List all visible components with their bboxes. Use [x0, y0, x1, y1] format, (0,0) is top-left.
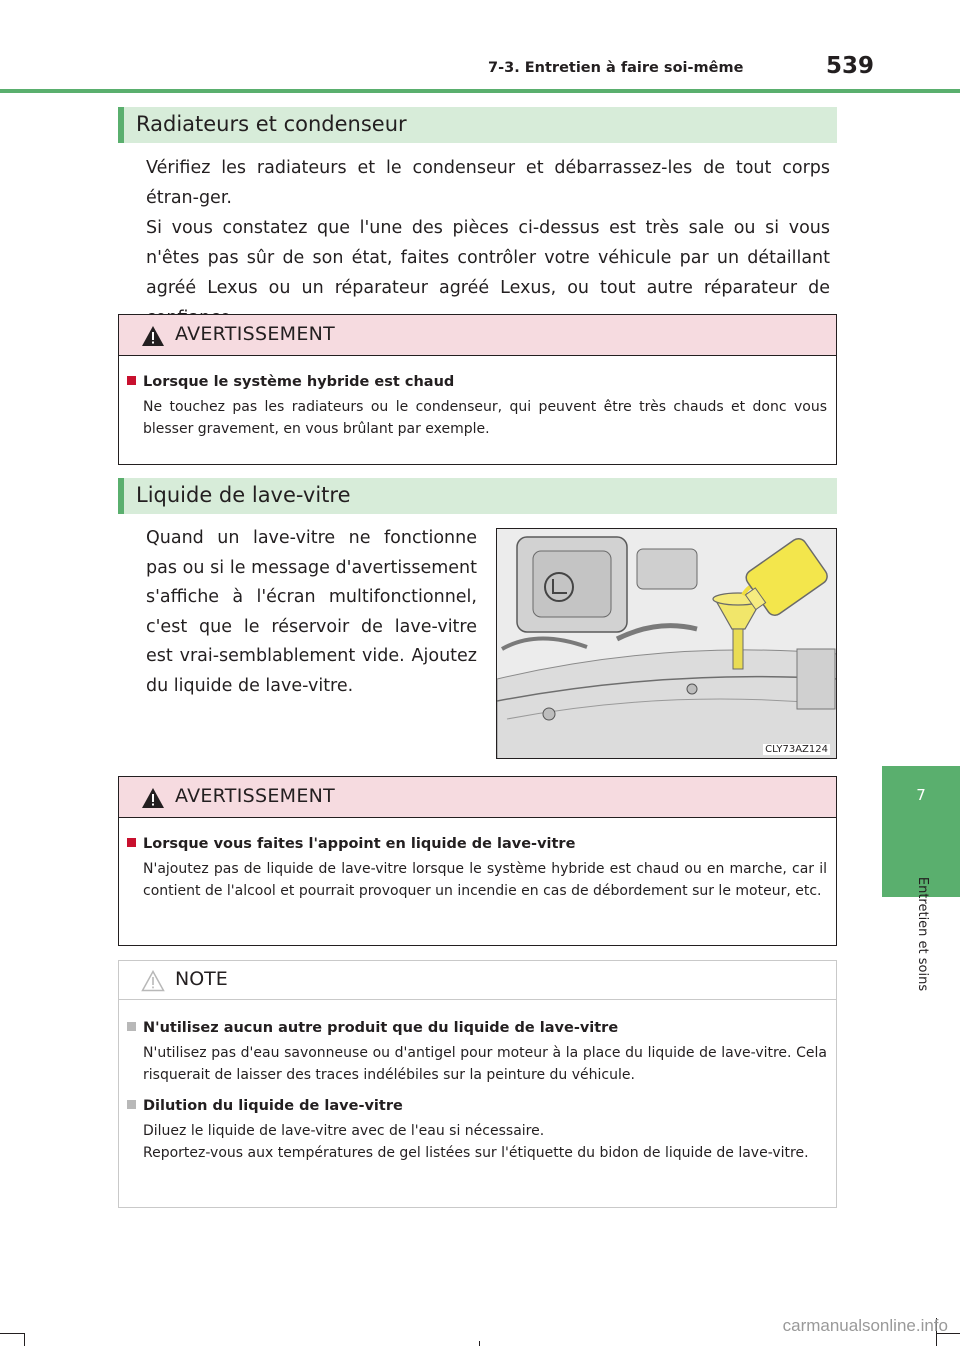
caution-outline-triangle-icon — [141, 970, 165, 992]
gray-square-bullet-icon — [127, 1100, 136, 1109]
warning-item-title-text: Lorsque vous faites l'appoint en liquide de lave-vitre — [143, 836, 576, 852]
engine-bay-illustration — [496, 528, 837, 759]
gray-square-bullet-icon — [127, 1022, 136, 1031]
radiators-paragraph — [146, 153, 830, 333]
warning-triangle-icon — [141, 325, 165, 347]
note-item-title — [127, 1098, 827, 1114]
warning-item-title-text: Lorsque le système hybride est chaud — [143, 374, 455, 390]
warning-title: AVERTISSEMENT — [175, 785, 336, 807]
red-square-bullet-icon — [127, 376, 136, 385]
warning-item-text: N'ajoutez pas de liquide de lave-vitre lorsque le système hybride est chaud ou en marche, car il contient de l'alcool et pourrait provoquer un incendie en cas de débordement sur le moteur, etc. — [143, 861, 827, 899]
crop-mark — [479, 1341, 480, 1346]
warning-triangle-icon — [141, 787, 165, 809]
crop-mark — [0, 1333, 24, 1334]
warning-box-hybrid-hot — [118, 314, 837, 465]
crop-mark — [24, 1333, 25, 1346]
note-item-title-text: Dilution du liquide de lave-vitre — [143, 1098, 403, 1114]
section-heading-text: Liquide de lave-vitre — [136, 483, 351, 507]
watermark: carmanualsonline.info — [782, 1316, 948, 1335]
note-item-text-1: Diluez le liquide de lave-vitre avec de l'eau si nécessaire. — [143, 1123, 545, 1139]
warning-title: AVERTISSEMENT — [175, 323, 336, 345]
note-header — [119, 961, 836, 1000]
chapter-number: 7 — [916, 786, 926, 804]
chapter-label: Entretien et soins — [915, 876, 930, 992]
section-heading-washer — [118, 478, 837, 514]
note-item-text-2: Reportez-vous aux températures de gel listées sur l'étiquette du bidon de liquide de lave-vitre. — [143, 1145, 809, 1161]
warning-item-title — [127, 836, 827, 852]
illustration-code: CLY73AZ124 — [765, 744, 828, 755]
warning-box-washer-refill — [118, 776, 837, 946]
note-item-title — [127, 1020, 827, 1036]
radiators-paragraph-1: Vérifiez les radiateurs et le condenseur et débarrassez-les de tout corps étran-ger. — [146, 158, 830, 208]
section-heading-radiators — [118, 107, 837, 143]
radiators-paragraph-2: Si vous constatez que l'une des pièces ci-dessus est très sale ou si vous n'êtes pas sûr de son état, faites contrôler votre véhicule par un détaillant agréé Lexus ou un réparateur agréé Lexus, ou tout autre réparateur de — [146, 218, 830, 298]
header-rule — [0, 89, 960, 93]
warning-header — [119, 315, 836, 356]
warning-header — [119, 777, 836, 818]
note-box — [118, 960, 837, 1208]
section-heading-text: Radiateurs et condenseur — [136, 112, 407, 136]
note-item-title-text: N'utilisez aucun autre produit que du liquide de lave-vitre — [143, 1020, 619, 1036]
note-item-2 — [127, 1098, 827, 1164]
warning-item — [127, 836, 827, 902]
page-number: 539 — [826, 53, 875, 79]
engine-drawing — [497, 529, 837, 759]
note-item-text: N'utilisez pas d'eau savonneuse ou d'antigel pour moteur à la place du liquide de lave-vitre. Cela risquerait de laisser des traces indélébiles sur la peinture du véhicule. — [143, 1045, 827, 1083]
red-square-bullet-icon — [127, 838, 136, 847]
warning-item — [127, 374, 827, 440]
warning-item-text: Ne touchez pas les radiateurs ou le condenseur, qui peuvent être très chauds et donc vous blesser gravement, en vous brûlant par exemple. — [143, 399, 827, 437]
note-item-1 — [127, 1020, 827, 1086]
running-header-section: 7-3. Entretien à faire soi-même — [488, 60, 744, 76]
note-title: NOTE — [175, 968, 228, 990]
warning-item-title — [127, 374, 827, 390]
washer-paragraph: Quand un lave-vitre ne fonctionne pas ou si le message d'avertissement s'affiche à l'écran multifonctionnel, c'est que le réservoir de lave-vitre est vrai-semblablement vide. Ajoutez du liquide de lave-vitre. — [146, 528, 477, 696]
